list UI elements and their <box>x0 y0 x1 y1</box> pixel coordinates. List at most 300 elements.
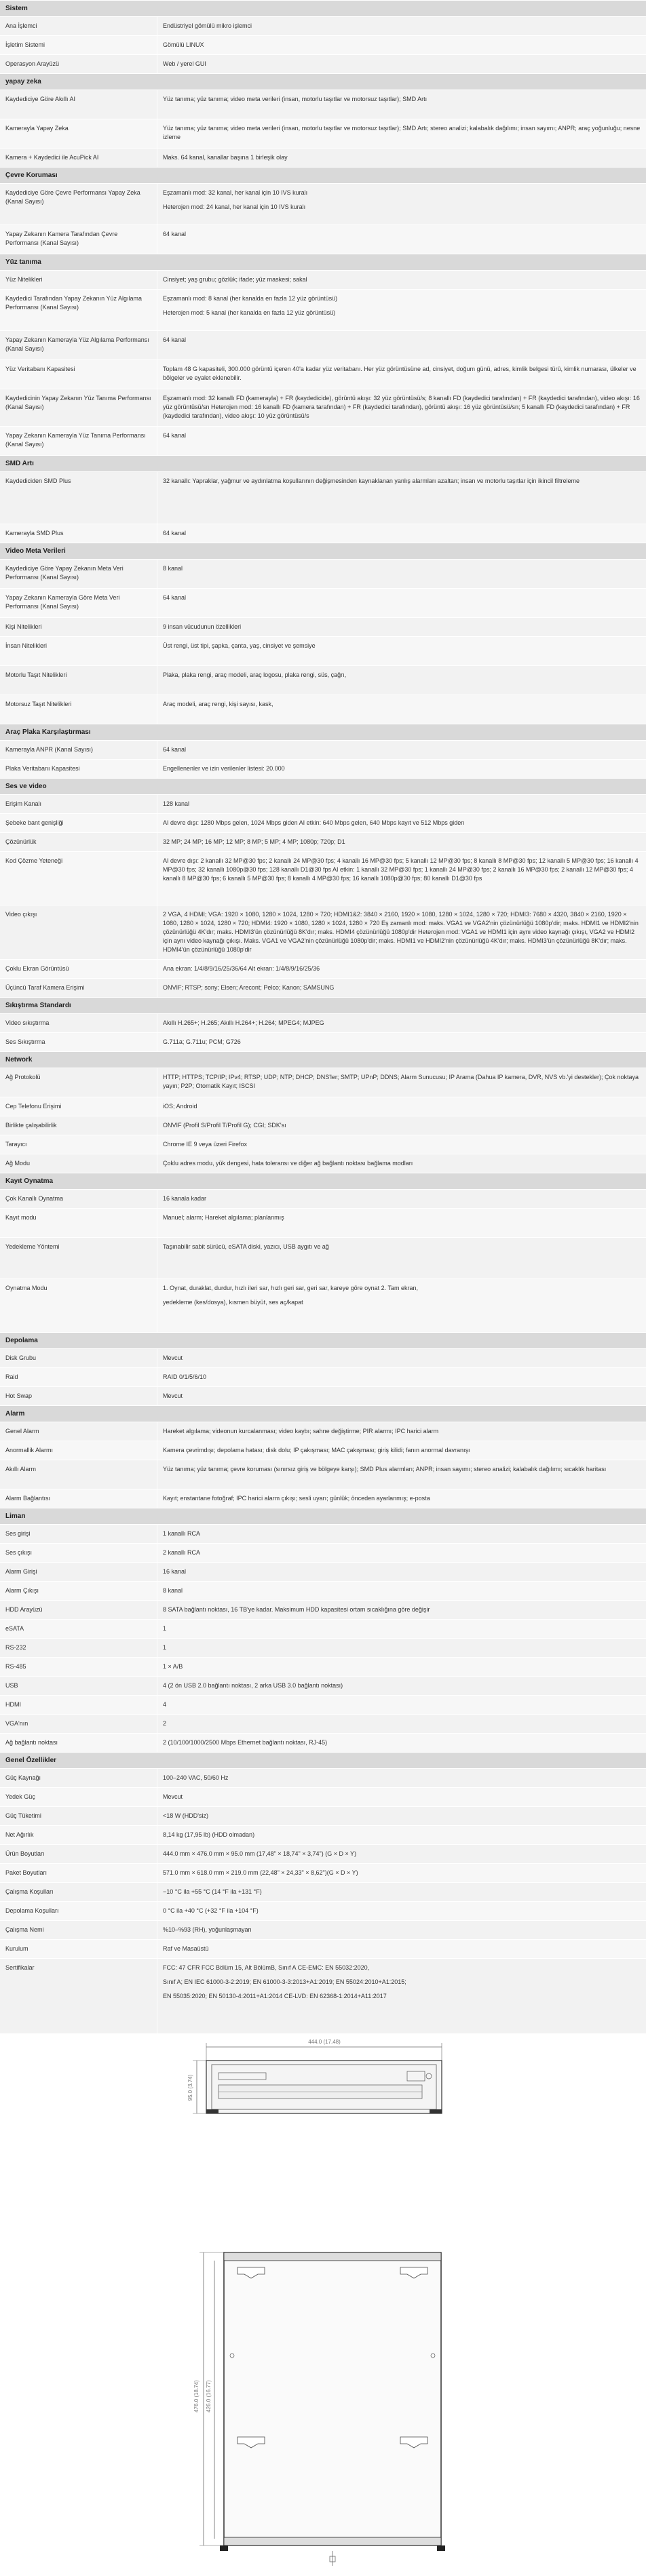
top-depth-label: 476.0 (18.74) <box>193 2380 200 2413</box>
spec-row <box>0 1638 646 1657</box>
spec-row <box>0 16 646 35</box>
spec-label: Ses çıkışı <box>0 1544 157 1562</box>
spec-label: Hot Swap <box>0 1387 157 1405</box>
spec-label: VGA'nın <box>0 1715 157 1733</box>
section-header: Çevre Koruması <box>0 167 646 183</box>
spec-row <box>0 1460 646 1489</box>
spec-value-line: AI devre dışı: 2 kanallı 32 MP@30 fps; 2 kanallı 24 MP@30 fps; 4 kanallı 16 MP@30 fps; 5 kanallı 12 MP@30 fps; 8 kanallı 8 MP@30 fps; 12 kanallı 5 MP@30 fps; 16 kanallı 4 MP@30 fps; 32 kanallı 1080p@30 fps; 128 kanallı D1@30 fps AI etkin: 1 kanallı 32 MP@30 fps; 1 kanallı 24 MP@30 fps; 2 kanallı 16 MP@30 fps; 2 kanallı 12 MP@30 fps; 4 kanallı 8 MP@30 fps; 6 kanallı 5 MP@30 fps; 8 kanallı 4 MP@30 fps; 16 kanallı 1080p@30 fps; 80 kanallı D1@30 fps <box>163 857 639 882</box>
spec-value-line: 64 kanal <box>163 594 187 601</box>
spec-row <box>0 636 646 665</box>
spec-label: Kayıt modu <box>0 1209 157 1237</box>
top-inner-label: 426.0 (16.77) <box>206 2380 212 2413</box>
spec-row <box>0 1032 646 1051</box>
spec-label: Yüz Veritabanı Kapasitesi <box>0 360 157 389</box>
spec-value-line: Hareket algılama; videonun kurcalanması; video kaybı; sahne değiştirme; PIR alarmı; IPC harici alarm <box>163 1428 439 1435</box>
spec-row <box>0 905 646 959</box>
spec-value <box>157 225 646 254</box>
spec-row <box>0 978 646 997</box>
spec-value-line: 1. Oynat, duraklat, durdur, hızlı ileri sar, hızlı geri sar, geri sar, kareye göre oynat 2. Tam ekran, <box>163 1285 419 1291</box>
spec-value-line: Taşınabilir sabit sürücü, eSATA diski, yazıcı, USB aygıtı ve ağ <box>163 1243 329 1250</box>
spec-label: Çalışma Koşulları <box>0 1883 157 1901</box>
spec-value <box>157 149 646 167</box>
spec-value-line: 1 × A/B <box>163 1663 183 1670</box>
section-rows <box>0 183 646 254</box>
spec-label: Motorsuz Taşıt Nitelikleri <box>0 695 157 724</box>
spec-value <box>157 1489 646 1508</box>
spec-value <box>157 695 646 724</box>
spec-value <box>157 119 646 148</box>
spec-label: Net Ağırlık <box>0 1826 157 1844</box>
spec-value <box>157 55 646 73</box>
spec-row <box>0 1135 646 1154</box>
spec-label: Kaydediciye Göre Yapay Zekanın Meta Veri Performansı (Kanal Sayısı) <box>0 560 157 588</box>
section-rows <box>0 794 646 997</box>
spec-row <box>0 1806 646 1825</box>
spec-value-line: 1 kanallı RCA <box>163 1530 201 1537</box>
spec-row <box>0 1901 646 1920</box>
spec-label: Kamerayla SMD Plus <box>0 524 157 543</box>
spec-value-line: 571.0 mm × 618.0 mm × 219.0 mm (22,48" × 24,33" × 8,62")(G × D × Y) <box>163 1869 358 1876</box>
spec-label: Birlikte çalışabilirlik <box>0 1116 157 1135</box>
spec-value-line: iOS; Android <box>163 1103 197 1110</box>
section-rows <box>0 740 646 778</box>
spec-value-line: 64 kanal <box>163 530 187 536</box>
spec-value-line: Ana ekran: 1/4/8/9/16/25/36/64 Alt ekran: 1/4/8/9/16/25/36 <box>163 965 320 972</box>
spec-value <box>157 1788 646 1806</box>
spec-label: Çözünürlük <box>0 833 157 851</box>
spec-label: Kamerayla ANPR (Kanal Sayısı) <box>0 741 157 759</box>
spec-value <box>157 814 646 832</box>
spec-value-line: 64 kanal <box>163 432 187 439</box>
spec-row <box>0 1958 646 2033</box>
spec-value <box>157 833 646 851</box>
spec-row <box>0 851 646 905</box>
spec-row <box>0 1695 646 1714</box>
spec-value-line: 2 <box>163 1720 167 1727</box>
spec-label: Ağ Modu <box>0 1154 157 1173</box>
spec-value <box>157 1940 646 1958</box>
spec-value <box>157 637 646 665</box>
section-rows <box>0 1013 646 1051</box>
spec-value-line: 64 kanal <box>163 746 187 753</box>
spec-value-line: Cinsiyet; yaş grubu; gözlük; ifade; yüz maskesi; sakal <box>163 276 307 283</box>
spec-label: Akıllı Alarm <box>0 1460 157 1489</box>
spec-value <box>157 1135 646 1154</box>
spec-value <box>157 1544 646 1562</box>
spec-label: Ağ bağlantı noktası <box>0 1734 157 1752</box>
spec-value-line: Gömülü LINUX <box>163 41 204 48</box>
spec-value-line: AI devre dışı: 1280 Mbps gelen, 1024 Mbps giden AI etkin: 640 Mbps gelen, 640 Mbps kayıt ve 512 Mbps giden <box>163 819 465 826</box>
section-rows <box>0 1348 646 1405</box>
spec-value <box>157 1154 646 1173</box>
spec-row <box>0 35 646 54</box>
spec-value <box>157 905 646 959</box>
spec-value-line: Yüz tanıma; yüz tanıma; çevre koruması (sınırsız giriş ve bölgeye karşı); SMD Plus alarmları; ANPR; insan sayımı; stereo analizi; kalabalık dağılımı; sıcaklık haritası <box>163 1466 607 1472</box>
spec-row <box>0 559 646 588</box>
spec-row <box>0 1787 646 1806</box>
spec-row <box>0 959 646 978</box>
spec-label: Şebeke bant genişliği <box>0 814 157 832</box>
section-rows <box>0 16 646 73</box>
spec-label: Video çıkışı <box>0 905 157 959</box>
spec-row <box>0 90 646 119</box>
spec-row <box>0 1619 646 1638</box>
spec-value <box>157 979 646 997</box>
spec-value <box>157 389 646 426</box>
spec-label: Erişim Kanalı <box>0 795 157 813</box>
section-rows <box>0 90 646 167</box>
spec-value-line: Yüz tanıma; yüz tanıma; video meta verileri (insan, motorlu taşıtlar ve motorsuz taşıtlar); SMD Artı <box>163 96 428 102</box>
spec-value <box>157 90 646 119</box>
section-header: Ses ve video <box>0 778 646 794</box>
spec-value <box>157 1826 646 1844</box>
spec-value <box>157 1033 646 1051</box>
spec-label: Kaydediciye Göre Akıllı AI <box>0 90 157 119</box>
spec-label: Kaydediciye Göre Çevre Performansı Yapay Zeka (Kanal Sayısı) <box>0 184 157 225</box>
spec-row <box>0 1562 646 1581</box>
spec-value <box>157 960 646 978</box>
spec-value-line: Sınıf A; EN IEC 61000-3-2:2019; EN 61000-3-3:2013+A1:2019; EN 55024:2010+A1:2015; <box>163 1978 406 1985</box>
spec-value <box>157 795 646 813</box>
spec-value <box>157 1715 646 1733</box>
spec-value-line: 1 <box>163 1644 167 1651</box>
front-height-label: 95.0 (3.74) <box>187 2074 193 2101</box>
spec-value-line: 8 SATA bağlantı noktası, 16 TB'ye kadar. Maksimum HDD kapasitesi ortam sıcaklığına göre değişir <box>163 1606 430 1613</box>
spec-row <box>0 1863 646 1882</box>
spec-value <box>157 290 646 330</box>
spec-value <box>157 271 646 289</box>
spec-value-line: 2 kanallı RCA <box>163 1549 201 1556</box>
dimension-drawings <box>0 2033 646 2576</box>
spec-value-line: Plaka, plaka rengi, araç modeli, araç logosu, plaka rengi, süs, çağrı, <box>163 671 347 678</box>
spec-row <box>0 524 646 543</box>
spec-label: Alarm Bağlantısı <box>0 1489 157 1508</box>
spec-value <box>157 1422 646 1441</box>
spec-label: Güç Tüketimi <box>0 1807 157 1825</box>
spec-value-line: Çoklu adres modu, yük dengesi, hata toleransı ve diğer ağ bağlantı noktası bağlama modları <box>163 1160 413 1167</box>
spec-row <box>0 1154 646 1173</box>
spec-value <box>157 472 646 524</box>
spec-value-line: 8 kanal <box>163 1587 183 1594</box>
spec-row <box>0 1676 646 1695</box>
spec-row <box>0 1013 646 1032</box>
spec-label: Yapay Zekanın Kamerayla Göre Meta Veri Performansı (Kanal Sayısı) <box>0 589 157 617</box>
spec-label: Paket Boyutları <box>0 1864 157 1882</box>
section-header: Genel Özellikler <box>0 1752 646 1768</box>
spec-value-line: 0 °C ila +40 °C (+32 °F ila +104 °F) <box>163 1907 259 1914</box>
spec-value-line: Raf ve Masaüstü <box>163 1945 209 1952</box>
spec-label: Raid <box>0 1368 157 1386</box>
spec-row <box>0 1068 646 1097</box>
spec-value-line: 9 insan vücudunun özellikleri <box>163 623 242 630</box>
spec-value-line: 100–240 VAC, 50/60 Hz <box>163 1774 229 1781</box>
spec-value-line: Maks. 64 kanal, kanallar başına 1 birleşik olay <box>163 154 288 161</box>
spec-value-line: Eşzamanlı mod: 32 kanallı FD (kamerayla) + FR (kaydedicide), görüntü akışı: 32 yüz görüntüsü/s; 8 kanallı FD (kaydedici tarafından) + FR (kaydedici tarafından), video akışı: 16 yüz görüntüsü/sn Heterojen mod: 16 kanallı FD (kamera tarafından) + FR (kaydedici tarafından), görüntü akışı: 16 yüz görüntüsü/sn; 5 kanallı FD (kaydedici tarafından) + FR (kaydedici tarafından), video akışı: 10 yüz görüntüsü/s <box>163 395 640 419</box>
spec-row <box>0 1733 646 1752</box>
spec-value <box>157 1563 646 1581</box>
spec-label: Kaydedicinin Yapay Zekanın Yüz Tanıma Performansı (Kanal Sayısı) <box>0 389 157 426</box>
spec-value <box>157 1460 646 1489</box>
spec-label: Ürün Boyutları <box>0 1845 157 1863</box>
spec-value <box>157 1601 646 1619</box>
spec-value-line: Mevcut <box>163 1793 183 1800</box>
spec-row <box>0 1237 646 1279</box>
spec-value-line: 32 kanallı: Yapraklar, yağmur ve aydınlatma koşullarının değişmesinden kaynaklanan yanlış alarmları azaltan; insan ve motorlu taşıtlar için ikincil filtreleme <box>163 477 580 484</box>
spec-value <box>157 360 646 389</box>
spec-label: Ana İşlemci <box>0 17 157 35</box>
spec-value-line: HTTP; HTTPS; TCP/IP; IPv4; RTSP; UDP; NTP; DHCP; DNS'ler; SMTP; UPnP; DDNS; Alarm Sunucusu; IP Arama (Dahua IP kamera, DVR, NVS vb.'yi destekler); Çok noktaya yayın; P2P; Otomatik Kayıt; ISCSI <box>163 1074 639 1089</box>
spec-row <box>0 1543 646 1562</box>
spec-label: Tarayıcı <box>0 1135 157 1154</box>
spec-value <box>157 1368 646 1386</box>
spec-value <box>157 1097 646 1116</box>
section-header: Network <box>0 1051 646 1068</box>
spec-value-line: Toplam 48 G kapasiteli, 300.000 görüntü içeren 40'a kadar yüz veritabanı. Her yüz görüntüsüne ad, cinsiyet, doğum günü, adres, kimlik belgesi türü, kimlik numarası, ülkeler ve bölgeler ve eyalet eklenebilir. <box>163 366 636 381</box>
section-rows <box>0 1768 646 2033</box>
spec-label: Yapay Zekanın Kamerayla Yüz Tanıma Performansı (Kanal Sayısı) <box>0 427 157 455</box>
spec-value-line: EN 55035:2020; EN 50130-4:2011+A1:2014 CE-LVD: EN 62368-1:2014+A11:2017 <box>163 1993 387 1999</box>
spec-row <box>0 1600 646 1619</box>
spec-label: Disk Grubu <box>0 1349 157 1367</box>
spec-label: İnsan Nitelikleri <box>0 637 157 665</box>
section-header: Araç Plaka Karşılaştırması <box>0 724 646 740</box>
section-rows <box>0 559 646 724</box>
spec-value-line: 16 kanala kadar <box>163 1195 207 1202</box>
spec-value <box>157 427 646 455</box>
spec-value <box>157 618 646 636</box>
spec-value <box>157 560 646 588</box>
spec-label: Çalışma Nemi <box>0 1921 157 1939</box>
spec-value-line: Manuel; alarm; Hareket algılama; planlanmış <box>163 1214 284 1221</box>
spec-value <box>157 1734 646 1752</box>
spec-value <box>157 1209 646 1237</box>
spec-value <box>157 589 646 617</box>
spec-row <box>0 740 646 759</box>
spec-row <box>0 183 646 225</box>
spec-value <box>157 1582 646 1600</box>
section-rows <box>0 1189 646 1332</box>
spec-row <box>0 832 646 851</box>
spec-row <box>0 1348 646 1367</box>
spec-value <box>157 1921 646 1939</box>
spec-value <box>157 1864 646 1882</box>
spec-row <box>0 665 646 695</box>
spec-value <box>157 1238 646 1279</box>
spec-label: Alarm Girişi <box>0 1563 157 1581</box>
spec-value <box>157 1279 646 1332</box>
spec-row <box>0 1844 646 1863</box>
spec-value-line: <18 W (HDD'siz) <box>163 1812 208 1819</box>
spec-row <box>0 1422 646 1441</box>
spec-row <box>0 617 646 636</box>
spec-value <box>157 1677 646 1695</box>
spec-value-line: Yüz tanıma; yüz tanıma; video meta verileri (insan, motorlu taşıtlar ve motorsuz taşıtlar); SMD Artı; stereo analizi; kalabalık dağılımı; insan sayımı; ANPR; araç yoğunluğu; nesne izleme <box>163 125 641 140</box>
spec-value-line: Endüstriyel gömülü mikro işlemci <box>163 22 252 29</box>
spec-label: Güç Kaynağı <box>0 1769 157 1787</box>
section-rows <box>0 471 646 543</box>
spec-label: Yapay Zekanın Kamerayla Yüz Algılama Performansı (Kanal Sayısı) <box>0 331 157 359</box>
spec-label: Kod Çözme Yeteneği <box>0 852 157 905</box>
spec-label: Depolama Koşulları <box>0 1902 157 1920</box>
spec-value <box>157 1696 646 1714</box>
spec-value-line: 64 kanal <box>163 336 187 343</box>
spec-value <box>157 1639 646 1657</box>
spec-label: Kaydediciden SMD Plus <box>0 472 157 524</box>
spec-value <box>157 1068 646 1097</box>
section-header: Depolama <box>0 1332 646 1348</box>
spec-row <box>0 426 646 455</box>
spec-value <box>157 1116 646 1135</box>
spec-row <box>0 1825 646 1844</box>
spec-label: HDMI <box>0 1696 157 1714</box>
spec-row <box>0 1386 646 1405</box>
spec-row <box>0 1882 646 1901</box>
spec-label: Yedek Güç <box>0 1788 157 1806</box>
spec-value <box>157 1441 646 1460</box>
spec-value-line: G.711a; G.711u; PCM; G726 <box>163 1038 241 1045</box>
spec-row <box>0 1920 646 1939</box>
spec-value-line: RAID 0/1/5/6/10 <box>163 1373 207 1380</box>
spec-value <box>157 1014 646 1032</box>
spec-value-line: FCC: 47 CFR FCC Bölüm 15, Alt BölümB, Sınıf A CE-EMC: EN 55032:2020, <box>163 1964 370 1971</box>
spec-value-line: Eşzamanlı mod: 8 kanal (her kanalda en fazla 12 yüz görüntüsü) <box>163 295 338 302</box>
spec-value-line: Eşzamanlı mod: 32 kanal, her kanal için 10 IVS kuralı <box>163 189 308 196</box>
spec-label: Plaka Veritabanı Kapasitesi <box>0 760 157 778</box>
spec-label: Kamera + Kaydedici ile AcuPick AI <box>0 149 157 167</box>
section-header: Sistem <box>0 0 646 16</box>
spec-label: RS-485 <box>0 1658 157 1676</box>
spec-value <box>157 852 646 905</box>
spec-row <box>0 1524 646 1543</box>
spec-label: Ağ Protokolü <box>0 1068 157 1097</box>
spec-value-line: 4 (2 ön USB 2.0 bağlantı noktası, 2 arka USB 3.0 bağlantı noktası) <box>163 1682 343 1689</box>
spec-value-line: Akıllı H.265+; H.265; Akıllı H.264+; H.264; MPEG4; MJPEG <box>163 1019 324 1026</box>
spec-label: İşletim Sistemi <box>0 36 157 54</box>
spec-label: Video sıkıştırma <box>0 1014 157 1032</box>
spec-row <box>0 588 646 617</box>
spec-value-line: Mevcut <box>163 1354 183 1361</box>
spec-value-line: ONVIF; RTSP; sony; Elsen; Arecont; Pelco; Kanon; SAMSUNG <box>163 984 335 991</box>
spec-value-line: %10–%93 (RH), yoğunlaşmayan <box>163 1926 252 1933</box>
section-header: Alarm <box>0 1405 646 1422</box>
spec-row <box>0 1939 646 1958</box>
spec-value <box>157 1387 646 1405</box>
spec-value <box>157 1525 646 1543</box>
section-rows <box>0 1422 646 1508</box>
spec-row <box>0 1279 646 1332</box>
spec-value <box>157 1883 646 1901</box>
section-rows <box>0 270 646 455</box>
spec-row <box>0 1714 646 1733</box>
front-width-label: 444.0 (17.48) <box>308 2039 341 2045</box>
spec-row <box>0 471 646 524</box>
spec-row <box>0 1441 646 1460</box>
spec-value <box>157 1658 646 1676</box>
spec-row <box>0 359 646 389</box>
spec-label: Anormallik Alarmı <box>0 1441 157 1460</box>
spec-row <box>0 1489 646 1508</box>
section-header: Video Meta Verileri <box>0 543 646 559</box>
spec-value-line: 2 (10/100/1000/2500 Mbps Ethernet bağlantı noktası, RJ-45) <box>163 1739 328 1746</box>
spec-value <box>157 331 646 359</box>
section-header: Kayıt Oynatma <box>0 1173 646 1189</box>
spec-value <box>157 1620 646 1638</box>
spec-value-line: Üst rengi, üst tipi, şapka, çanta, yaş, cinsiyet ve şemsiye <box>163 642 316 649</box>
spec-value-line: 1 <box>163 1625 167 1632</box>
spec-value-line: 444.0 mm × 476.0 mm × 95.0 mm (17,48" × 18,74" × 3,74") (G × D × Y) <box>163 1850 357 1857</box>
spec-label: USB <box>0 1677 157 1695</box>
spec-label: eSATA <box>0 1620 157 1638</box>
spec-value-line: 8 kanal <box>163 565 183 572</box>
spec-value-line: −10 °C ila +55 °C (14 °F ila +131 °F) <box>163 1888 262 1895</box>
spec-row <box>0 794 646 813</box>
spec-value-line: Heterojen mod: 5 kanal (her kanalda en fazla 12 yüz görüntüsü) <box>163 309 336 316</box>
spec-label: Motorlu Taşıt Nitelikleri <box>0 666 157 695</box>
spec-value-line: ONVIF (Profil S/Profil T/Profil G); CGI; SDK'sı <box>163 1122 286 1129</box>
spec-label: Yedekleme Yöntemi <box>0 1238 157 1279</box>
section-header: Sıkıştırma Standardı <box>0 997 646 1013</box>
spec-label: Kamerayla Yapay Zeka <box>0 119 157 148</box>
spec-label: Kurulum <box>0 1940 157 1958</box>
spec-row <box>0 270 646 289</box>
spec-row <box>0 289 646 330</box>
spec-value <box>157 1902 646 1920</box>
spec-label: Üçüncü Taraf Kamera Erişimi <box>0 979 157 997</box>
spec-value-line: yedekleme (kes/dosya), kısmen büyüt, ses aç/kapat <box>163 1299 303 1306</box>
spec-value-line: Web / yerel GUI <box>163 60 206 67</box>
spec-row <box>0 1367 646 1386</box>
front-view-drawing <box>0 2033 646 2149</box>
section-header: SMD Artı <box>0 455 646 471</box>
spec-label: Çoklu Ekran Görüntüsü <box>0 960 157 978</box>
spec-row <box>0 148 646 167</box>
spec-value <box>157 1959 646 2033</box>
spec-value <box>157 1349 646 1367</box>
spec-value-line: 8,14 kg (17,95 lb) (HDD olmadan) <box>163 1831 255 1838</box>
spec-row <box>0 1097 646 1116</box>
spec-label: Yüz Nitelikleri <box>0 271 157 289</box>
spec-value-line: 32 MP; 24 MP; 16 MP; 12 MP; 8 MP; 5 MP; 4 MP; 1080p; 720p; D1 <box>163 838 345 845</box>
spec-label: Yapay Zekanın Kamera Tarafından Çevre Performansı (Kanal Sayısı) <box>0 225 157 254</box>
spec-value <box>157 1190 646 1208</box>
section-header: Liman <box>0 1508 646 1524</box>
section-header: yapay zeka <box>0 73 646 90</box>
spec-row <box>0 813 646 832</box>
section-rows <box>0 1068 646 1173</box>
spec-row <box>0 225 646 254</box>
spec-value <box>157 17 646 35</box>
spec-value <box>157 1807 646 1825</box>
spec-label: RS-232 <box>0 1639 157 1657</box>
spec-value <box>157 760 646 778</box>
spec-label: Ses Sıkıştırma <box>0 1033 157 1051</box>
spec-row <box>0 759 646 778</box>
spec-value-line: 16 kanal <box>163 1568 187 1575</box>
spec-value <box>157 36 646 54</box>
spec-row <box>0 1116 646 1135</box>
spec-row <box>0 695 646 724</box>
spec-label: Operasyon Arayüzü <box>0 55 157 73</box>
spec-label: Kaydedici Tarafından Yapay Zekanın Yüz Algılama Performansı (Kanal Sayısı) <box>0 290 157 330</box>
spec-value-line: Kayıt; enstantane fotoğraf; IPC harici alarm çıkışı; sesli uyarı; günlük; önceden ayarlanmış; e-posta <box>163 1495 430 1502</box>
spec-value <box>157 741 646 759</box>
spec-row <box>0 1657 646 1676</box>
spec-value <box>157 1845 646 1863</box>
spec-row <box>0 330 646 359</box>
section-rows <box>0 1524 646 1752</box>
spec-row <box>0 1581 646 1600</box>
spec-label: Sertifikalar <box>0 1959 157 2033</box>
